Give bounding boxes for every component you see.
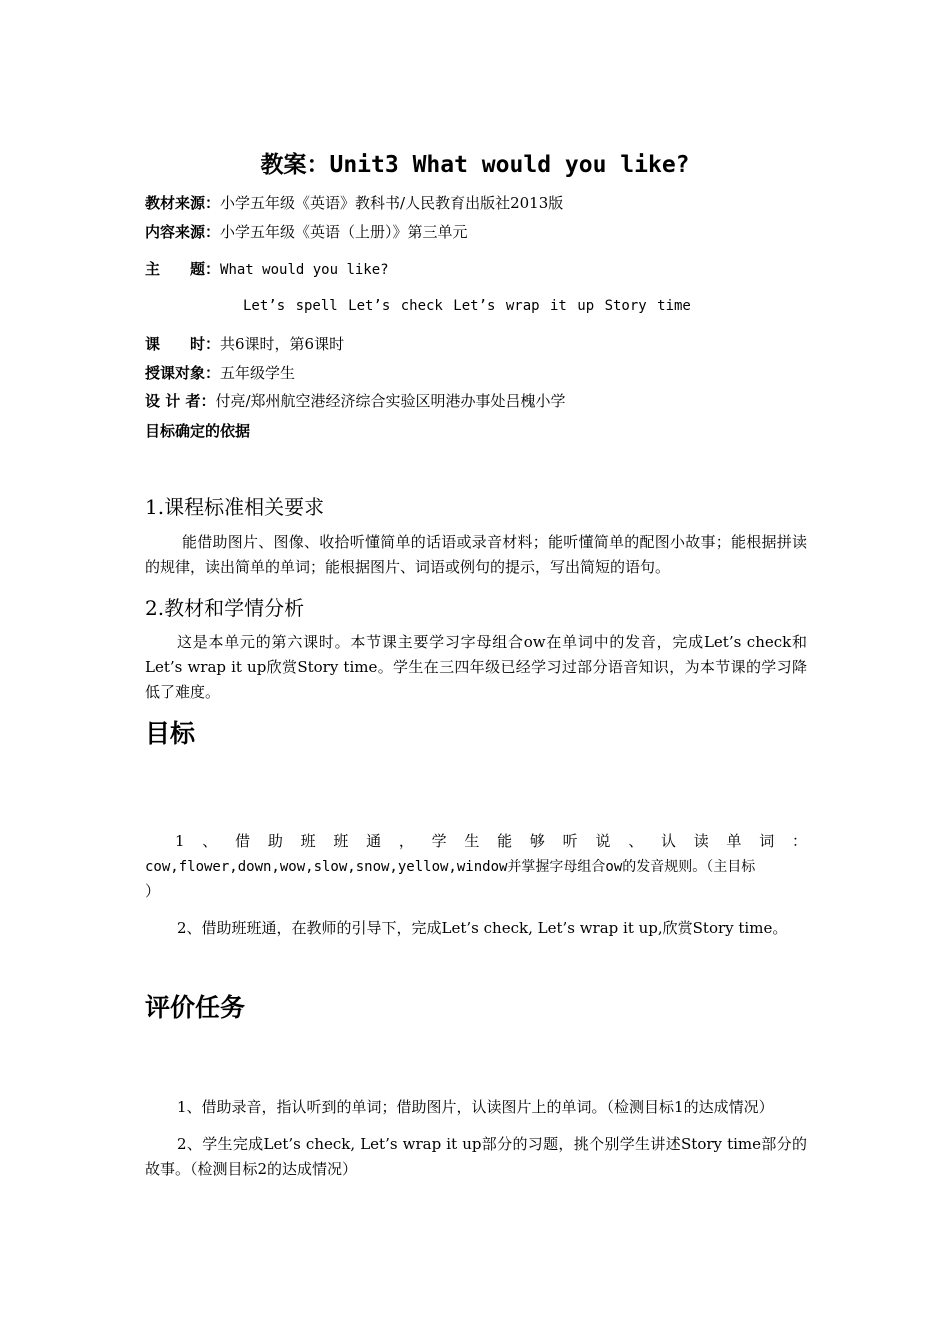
meta-topic (145, 259, 389, 280)
meta-hours (145, 334, 344, 354)
evaluation-task-2: 2、学生完成Let’s check, Let’s wrap it up部分的习题，挑个别学生讲述Story time部分的故事。（检测目标2的达成情况） (145, 1135, 807, 1178)
meta-audience-label: 授课对象： (145, 364, 221, 382)
evaluation-heading: 评价任务 (145, 993, 246, 1022)
meta-content (145, 222, 468, 242)
meta-hours-value: 共6课时，第6课时 (220, 335, 345, 353)
meta-source-label: 教材来源： (145, 194, 221, 212)
meta-content-label: 内容来源： (145, 223, 221, 241)
meta-designer-value: 付亮/郑州航空港经济综合实验区明港办事处吕槐小学 (215, 392, 566, 410)
meta-designer (145, 391, 566, 411)
goal-2: 2、借助班班通，在教师的引导下，完成Let’s check, Let’s wrap it up,欣赏Story time。 (177, 919, 788, 937)
goal-1-line-3: ） (145, 882, 161, 900)
meta-hours-label: 课 时： (145, 335, 221, 353)
section-standards-text: 能借助图片、图像、收拾听懂简单的话语或录音材料；能听懂简单的配图小故事；能根据拼读的规律，读出简单的单词；能根据图片、词语或例句的提示，写出简短的语句。 (145, 533, 807, 576)
meta-source-value: 小学五年级《英语》教科书/人民教育出版社2013版 (220, 194, 564, 212)
meta-designer-label: 设 计 者： (145, 392, 216, 410)
document-title: 教案：Unit3 What would you like? (260, 152, 690, 178)
goal-1-line-2 (145, 854, 807, 880)
section-standards-heading: 1.课程标准相关要求 (145, 495, 325, 519)
evaluation-task-1: 1、借助录音，指认听到的单词；借助图片，认读图片上的单词。（检测目标1的达成情况） (177, 1098, 774, 1116)
meta-topic-subsections: Let’s spell Let’s check Let’s wrap it up Story time (243, 298, 691, 314)
meta-content-value: 小学五年级《英语（上册）》第三单元 (220, 223, 468, 241)
meta-topic-label: 主 题： (145, 260, 221, 278)
meta-basis-label: 目标确定的依据 (145, 422, 251, 440)
meta-source (145, 193, 563, 213)
meta-basis (145, 421, 250, 441)
goal-1-line-1: 1、借助班班通，学生能够听说、认读单词： (175, 832, 807, 850)
section-analysis-text: 这是本单元的第六课时。本节课主要学习字母组合ow在单词中的发音，完成Let’s check和Let’s wrap it up欣赏Story time。学生在三四年级已经学习过部分语音知识，为本节课的学习降低了难度。 (145, 633, 807, 701)
section-analysis-heading: 2.教材和学情分析 (145, 596, 305, 620)
goal-1-line-2-text: cow,flower,down,wow,slow,snow,yellow,window并掌握字母组合ow的发音规则。（主目标 (145, 859, 756, 875)
meta-audience (145, 363, 295, 383)
goals-heading: 目标 (145, 719, 196, 748)
meta-topic-value: What would you like? (220, 262, 389, 278)
meta-audience-value: 五年级学生 (220, 364, 296, 382)
